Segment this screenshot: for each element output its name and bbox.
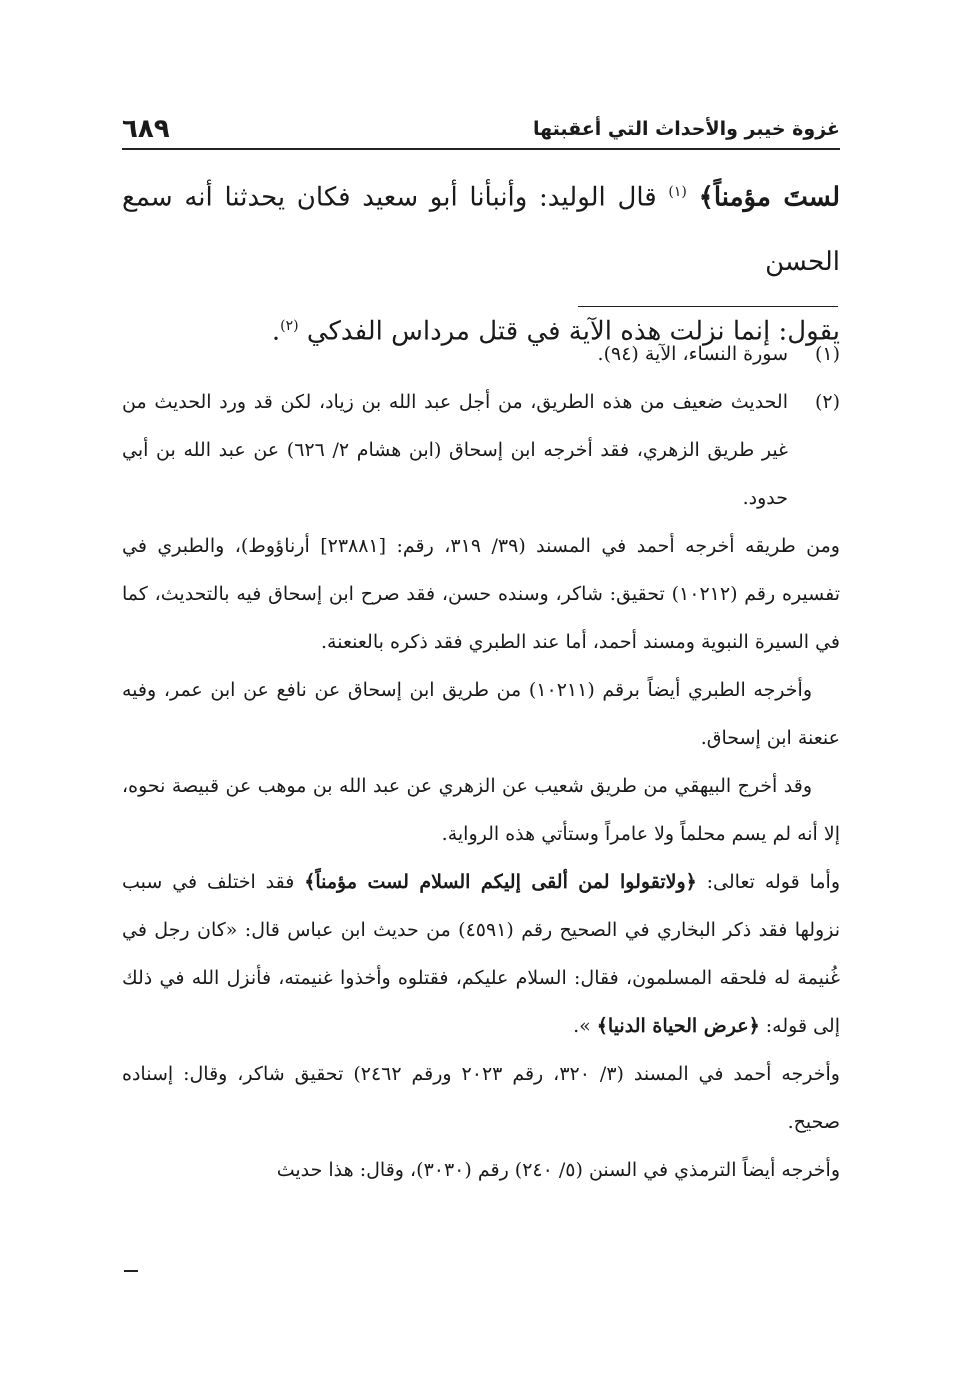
footnote-number: (٢) [814, 391, 840, 413]
page-number: ٦٨٩ [122, 114, 170, 144]
footnote-paragraph: وقد أخرج البيهقي من طريق شعيب عن الزهري عن عبد الله بن موهب عن قبيصة نحوه، إلا أنه لم يسم محلماً ولا عامراً وستأتي هذه الرواية. [122, 775, 840, 845]
running-title: غزوة خيبر والأحداث التي أعقبتها [532, 118, 840, 140]
quran-verse: ﴿ولاتقولوا لمن ألقى إليكم السلام لست مؤمناً﴾ [304, 871, 697, 893]
footnote-text: سورة النساء، الآية (٩٤). [597, 343, 788, 365]
quran-verse: لستَ مؤمناً﴾ [698, 182, 840, 213]
footnotes [122, 330, 840, 1194]
footnote-paragraph: ومن طريقه أخرجه أحمد في المسند (٣٩/ ٣١٩، رقم: [٢٣٨٨١] أرناؤوط)، والطبري في تفسيره رقم (١٠٢١٢) تحقيق: شاكر، وسنده حسن، فقد صرح ابن إسحاق فيه بالتحديث، كما في السيرة النبوية ومسند أحمد، أما عند الطبري فقد ذكره بالعنعنة. [122, 535, 841, 653]
footnote-paragraph: وأخرجه أيضاً الترمذي في السنن (٥/ ٢٤٠) رقم (٣٠٣٠)، وقال: هذا حديث [276, 1159, 840, 1181]
footnote-divider [578, 306, 838, 307]
main-line-1-text: قال الوليد: وأنبأنا أبو سعيد فكان يحدثنا أنه سمع الحسن [122, 182, 840, 277]
footnote-ref-1: (١) [668, 184, 687, 200]
main-line-2-end: . [271, 316, 281, 347]
footnote-paragraph: وأخرجه الطبري أيضاً برقم (١٠٢١١) من طريق ابن إسحاق عن نافع عن ابن عمر، وفيه عنعنة ابن إسحاق. [122, 679, 840, 749]
footnote-text: الحديث ضعيف من هذه الطريق، من أجل عبد الله بن زياد، لكن قد ورد الحديث من غير طريق الزهري، فقد أخرجه ابن إسحاق (ابن هشام ٢/ ٦٢٦) عن عبد الله بن أبي حدود. [122, 391, 788, 509]
paragraph-text: وأما قوله تعالى: [696, 871, 841, 893]
paragraph-text: فقد اختلف في سبب نزولها فقد ذكر البخاري في الصحيح رقم (٤٥٩١) من حديث ابن عباس قال: «كان رجل في غُنيمة له فلحقه المسلمون، فقال: السلام عليكم، فقتلوه وأخذوا غنيمته، فأنزل الله في ذلك إلى قوله: [122, 871, 840, 1037]
paragraph-text: ». [573, 1015, 597, 1037]
header-divider [122, 148, 840, 150]
footnote-ref-2: (٢) [280, 317, 299, 334]
footnote-1 [122, 330, 840, 378]
page-header [122, 112, 840, 146]
footnote-paragraph: وأخرجه أحمد في المسند (٣/ ٣٢٠، رقم ٢٠٢٣ ورقم ٢٤٦٢) تحقيق شاكر، وقال: إسناده صحيح. [122, 1063, 840, 1133]
footnote-number: (١) [814, 343, 840, 365]
footnote-2 [122, 378, 840, 522]
quran-verse: ﴿عرض الحياة الدنيا﴾ [596, 1015, 760, 1037]
main-line-2-text: يقول: إنما نزلت هذه الآية في قتل مرداس الفدكي [306, 316, 840, 347]
continuation-mark [124, 1270, 138, 1272]
main-line-1 [122, 160, 840, 294]
footnote-paragraph [122, 858, 840, 1050]
